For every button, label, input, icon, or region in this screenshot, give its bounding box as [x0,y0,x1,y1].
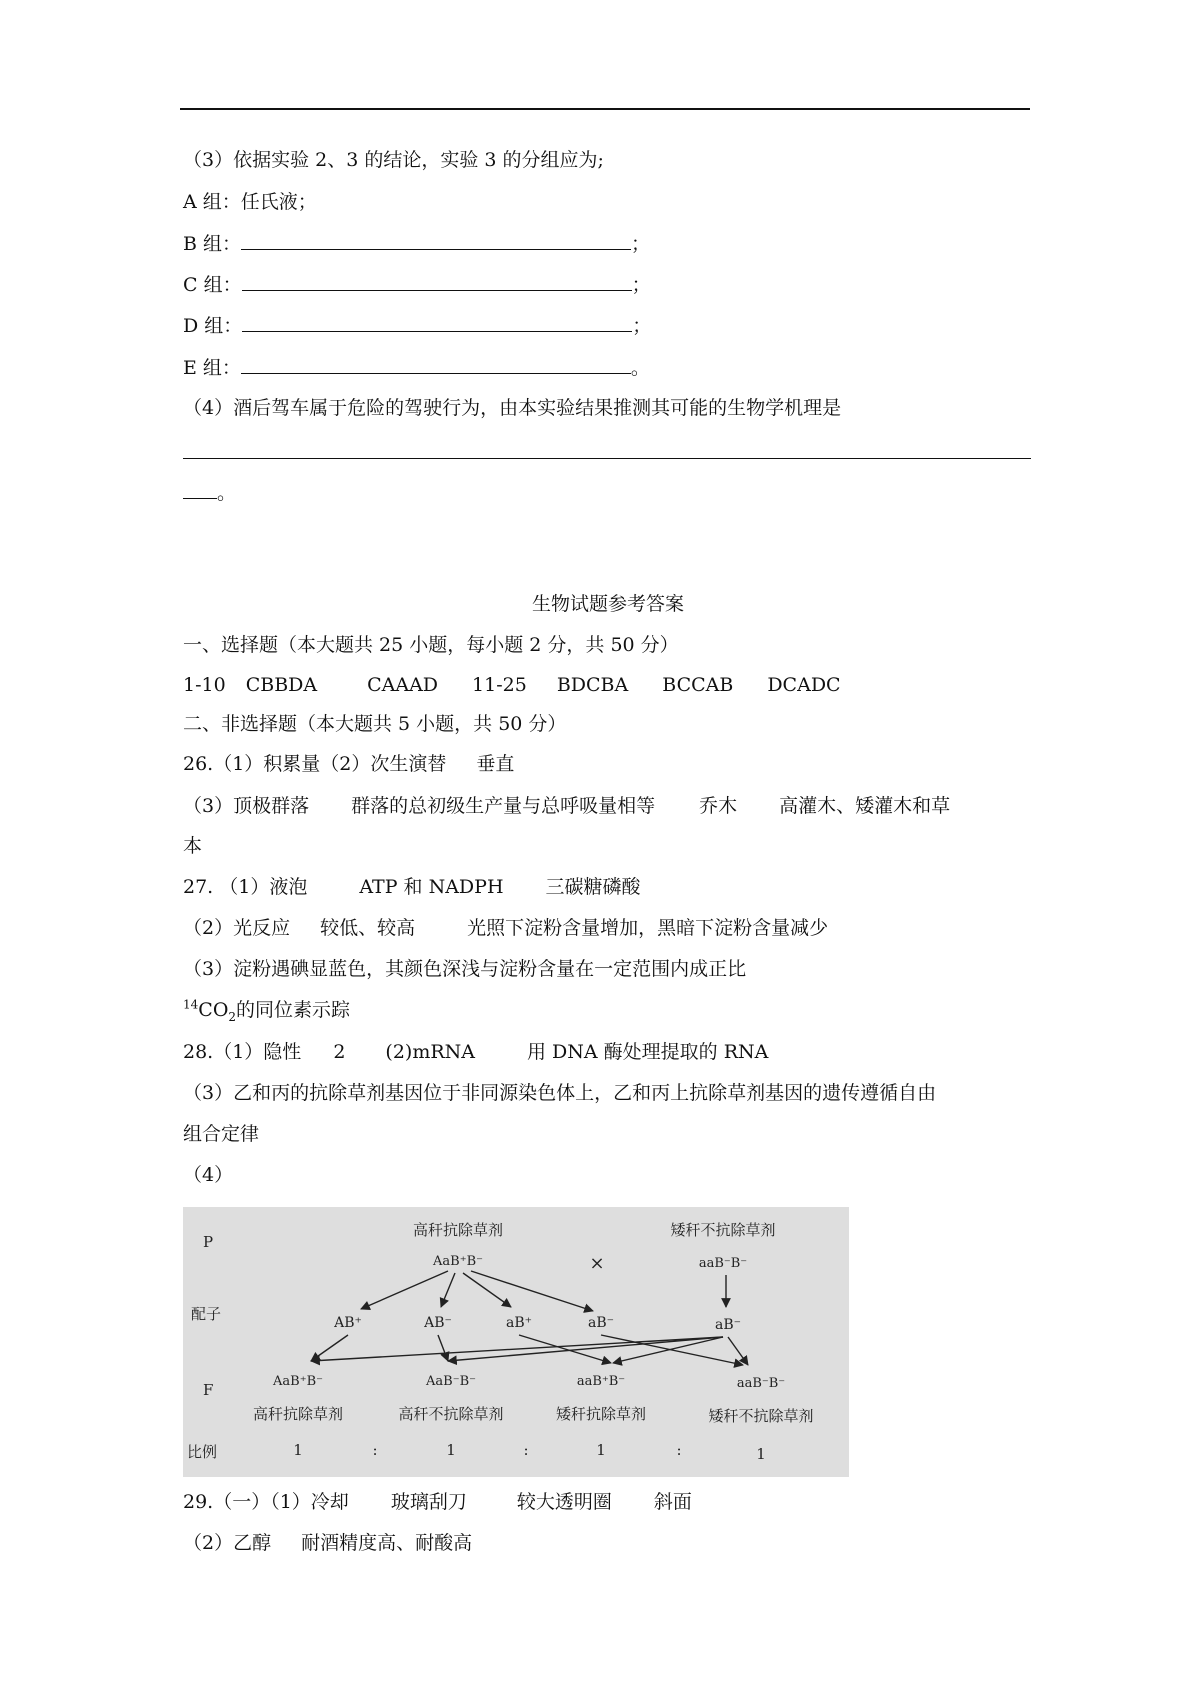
group-b-line [183,231,650,256]
answer-28-1 [183,1040,768,1064]
section1-heading: 一、选择题（本大题共 25 小题，每小题 2 分，共 50 分） [183,634,679,656]
offspring-phenotype-3: 矮秆抗除草剂 [555,1405,647,1423]
choice-range-2: 11-25 [472,674,527,696]
genetic-cross-diagram [183,1207,849,1477]
answer-26-3 [183,794,950,818]
group-a-line [183,190,317,214]
choice-range-1: 1-10 [183,674,226,696]
answer-28-4: （4） [183,1164,234,1186]
answer-29-2-b: 耐酒精度高、耐酸高 [301,1532,473,1554]
ratio-value-1: 1 [293,1441,303,1459]
section2-heading: 二、非选择题（本大题共 5 小题，共 50 分） [183,713,567,735]
group-a-label: A 组： [183,191,241,213]
row-label-gamete: 配子 [191,1305,222,1323]
row-label-p: P [203,1233,214,1251]
answer-26-1-text: 26.（1）积累量（2）次生演替 [183,753,447,775]
answer-28-3-wrap: 组合定律 [183,1123,260,1145]
parent1-phenotype: 高秆抗除草剂 [412,1221,504,1239]
offspring-genotype-2: AaB⁻B⁻ [426,1374,476,1389]
answer-26-3-b: 群落的总初级生产量与总呼吸量相等 [351,795,656,817]
q4-end: 。 [217,482,237,504]
gamete-3: aB⁺ [505,1315,533,1331]
answer-27-2 [183,916,828,940]
answers-title: 生物试题参考答案 [531,593,684,615]
cross-symbol: × [589,1253,605,1274]
offspring-phenotype-2: 高秆不抗除草剂 [398,1405,504,1423]
arrow-g5-f2 [448,1337,723,1361]
isotope-mass: 14 [183,997,199,1012]
answer-27-2-b: 较低、较高 [320,917,416,939]
ratio-sep-1: : [372,1441,378,1459]
row-label-f: F [203,1381,214,1399]
answer-27-2-c: 光照下淀粉含量增加，黑暗下淀粉含量减少 [467,917,829,939]
answer-26-3-d: 高灌木、矮灌木和草 [779,795,951,817]
answer-26-3-wrap: 本 [183,835,203,857]
answer-28-1-b: 2 [333,1041,346,1063]
arrow-g3-f3 [519,1335,611,1363]
offspring-genotype-3: aaB⁺B⁻ [576,1374,626,1389]
ratio-value-2: 1 [446,1441,456,1459]
group-c-label: C 组： [183,274,242,296]
group-e-end: 。 [630,357,650,379]
group-d-label: D 组： [183,315,243,337]
top-rule [180,108,1030,110]
parent2-genotype: aaB⁻B⁻ [698,1256,748,1271]
answer-28-3: （3）乙和丙的抗除草剂基因位于非同源染色体上，乙和丙上抗除草剂基因的遗传遵循自由 [183,1082,937,1104]
choice-answers-row [183,673,841,697]
row-label-ratio: 比例 [187,1443,218,1461]
arrow-g5-f4 [728,1337,748,1365]
choice-answer-4: BCCAB [662,674,734,696]
group-a-text: 任氏液； [240,191,317,213]
parent1-genotype: AaB⁺B⁻ [433,1254,483,1269]
arrow-g2-f2 [438,1335,448,1361]
choice-answer-5: DCADC [767,674,841,696]
group-e-blank[interactable] [241,355,631,374]
ratio-sep-2: : [523,1441,529,1459]
answer-29-1-a: 29.（一）（1）冷却 [183,1491,349,1513]
group-d-end: ； [632,315,652,337]
answer-27-1-c: 三碳糖磷酸 [545,876,641,898]
q4-blank-end[interactable] [183,480,217,499]
isotope-formula: CO [198,999,229,1021]
answer-27-1-b: ATP 和 NADPH [359,876,504,898]
offspring-phenotype-4: 矮秆不抗除草剂 [708,1407,814,1425]
answer-27-3: （3）淀粉遇碘显蓝色，其颜色深浅与淀粉含量在一定范围内成正比 [183,958,747,980]
arrow-p1-g2 [441,1273,455,1307]
answer-27-2-a: （2）光反应 [183,917,291,939]
arrow-g1-f1 [311,1335,348,1361]
group-d-line [183,313,651,338]
answer-29-2 [183,1531,472,1555]
answer-27-4 [183,998,350,1022]
answer-26-3-a: （3）顶极群落 [183,795,310,817]
choice-answer-2: CAAAD [367,674,439,696]
parent2-phenotype: 矮秆不抗除草剂 [670,1221,776,1239]
answer-28-1-d: 用 DNA 酶处理提取的 RNA [527,1041,769,1063]
arrow-g5-f1 [311,1337,723,1361]
isotope-text: 的同位素示踪 [236,999,351,1021]
answer-27-1 [183,875,641,899]
gamete-4: aB⁻ [587,1315,615,1331]
answer-26-1-b: 垂直 [476,753,515,775]
answer-26-1 [183,752,514,776]
q4-end-line [183,480,236,505]
answer-29-2-a: （2）乙醇 [183,1532,272,1554]
arrow-p1-g3 [463,1273,511,1307]
answer-29-1-c: 较大透明圈 [516,1491,612,1513]
offspring-genotype-1: AaB⁺B⁻ [273,1374,323,1389]
group-b-label: B 组： [183,233,242,255]
group-b-end: ； [631,233,651,255]
gamete-2: AB⁻ [424,1315,452,1331]
ratio-value-4: 1 [756,1445,766,1463]
q4-blank[interactable] [183,440,1031,459]
cross-diagram-svg [183,1207,849,1477]
choice-answer-3: BDCBA [556,674,629,696]
answer-27-1-a: 27. （1）液泡 [183,876,308,898]
ratio-value-3: 1 [596,1441,606,1459]
answer-28-1-a: 28.（1）隐性 [183,1041,302,1063]
group-d-blank[interactable] [242,313,632,332]
group-c-end: ； [631,274,651,296]
gamete-5: aB⁻ [714,1317,742,1333]
choice-answer-1: CBBDA [245,674,318,696]
group-b-blank[interactable] [241,231,631,250]
answer-28-1-c: (2)mRNA [385,1041,475,1063]
ratio-sep-3: : [676,1441,682,1459]
answer-29-1 [183,1490,692,1514]
answer-29-1-d: 斜面 [653,1491,692,1513]
answer-26-3-c: 乔木 [699,795,738,817]
group-c-line [183,272,651,297]
q3-intro: （3）依据实验 2、3 的结论，实验 3 的分组应为; [183,149,604,171]
q4-blank-line [183,440,1031,465]
gamete-1: AB⁺ [334,1315,362,1331]
offspring-phenotype-1: 高秆抗除草剂 [252,1405,344,1423]
answer-29-1-b: 玻璃刮刀 [390,1491,467,1513]
group-c-blank[interactable] [242,272,632,291]
group-e-line [183,355,650,380]
group-e-label: E 组： [183,357,241,379]
arrow-p1-g1 [361,1271,448,1309]
isotope-subscript: 2 [228,1009,237,1024]
offspring-genotype-4: aaB⁻B⁻ [736,1376,786,1391]
q4-text: （4）酒后驾车属于危险的驾驶行为，由本实验结果推测其可能的生物学机理是 [183,397,842,419]
